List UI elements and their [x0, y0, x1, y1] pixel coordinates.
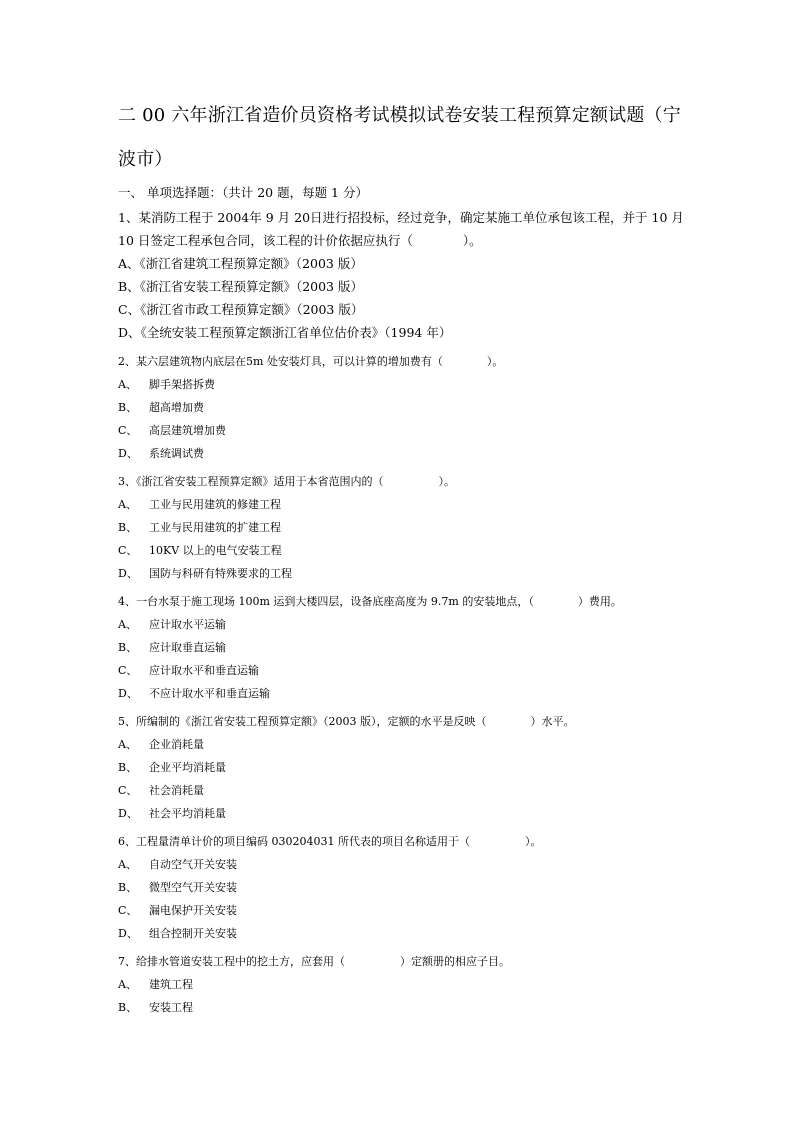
option-text: 组合控制开关安装	[149, 927, 237, 940]
option-label: A、	[118, 498, 137, 511]
question-6-option-c	[118, 902, 237, 918]
question-6-option-a	[118, 856, 237, 872]
question-5-stem: 5、所编制的《浙江省安装工程预算定额》（2003 版），定额的水平是反映（ ）水平。	[118, 715, 575, 728]
option-label: C、	[118, 302, 141, 317]
question-3-option-d	[118, 565, 292, 581]
option-text: 微型空气开关安装	[149, 881, 237, 894]
option-text: 《浙江省安装工程预算定额》（2003 版）	[139, 279, 363, 294]
question-5-option-b	[118, 759, 226, 775]
question-4-option-a	[118, 616, 226, 632]
option-label: B、	[118, 279, 140, 294]
option-label: C、	[118, 784, 138, 797]
document-title: 二 00 六年浙江省造价员资格考试模拟试卷安装工程预算定额试题（宁波市）	[118, 105, 681, 170]
question-1-option-c	[118, 300, 363, 318]
question-1-stem: 1、某消防工程于 2004年 9 月 20日进行招投标，经过竞争，确定某施工单位承包该工程，并于 10 月10 日签定工程承包合同，该工程的计价依据应执行（ ）。	[118, 210, 684, 248]
question-4-option-d	[118, 685, 270, 701]
option-text: 系统调试费	[149, 447, 204, 460]
option-label: A、	[118, 978, 137, 991]
option-label: C、	[118, 904, 138, 917]
option-label: A、	[118, 256, 140, 271]
question-4-stem: 4、一台水泵于施工现场 100m 运到大楼四层，设备底座高度为 9.7m 的安装地点，（ ）费用。	[118, 595, 622, 608]
question-2-option-a	[118, 376, 215, 392]
question-1-option-a	[118, 254, 363, 272]
option-label: D、	[118, 447, 138, 460]
option-text: 工业与民用建筑的扩建工程	[149, 521, 281, 534]
option-label: C、	[118, 544, 138, 557]
option-label: C、	[118, 424, 138, 437]
option-label: C、	[118, 664, 138, 677]
option-label: B、	[118, 1001, 138, 1014]
option-label: A、	[118, 858, 137, 871]
question-7-option-b	[118, 999, 193, 1015]
section-heading: 一、 单项选择题：（共计 20 题，每题 1 分）	[118, 185, 368, 200]
question-2-option-c	[118, 422, 226, 438]
option-text: 工业与民用建筑的修建工程	[149, 498, 281, 511]
option-label: D、	[118, 807, 138, 820]
question-7-option-a	[118, 976, 193, 992]
option-text: 高层建筑增加费	[149, 424, 226, 437]
option-label: A、	[118, 738, 137, 751]
question-5-option-d	[118, 805, 226, 821]
question-3-option-b	[118, 519, 281, 535]
option-text: 10KV 以上的电气安装工程	[149, 544, 282, 557]
option-label: D、	[118, 325, 141, 340]
option-label: B、	[118, 641, 138, 654]
question-3-stem: 3、《浙江省安装工程预算定额》适用于本省范围内的（ ）。	[118, 475, 455, 488]
option-label: A、	[118, 378, 137, 391]
option-text: 企业消耗量	[149, 738, 204, 751]
question-7-stem: 7、给排水管道安装工程中的挖土方，应套用（ ）定额册的相应子目。	[118, 955, 510, 968]
question-6-option-d	[118, 925, 237, 941]
option-text: 应计取水平和垂直运输	[149, 664, 259, 677]
option-label: B、	[118, 401, 138, 414]
option-text: 建筑工程	[149, 978, 193, 991]
question-6-stem: 6、工程量清单计价的项目编码 030204031 所代表的项目名称适用于（ ）。	[118, 835, 542, 848]
option-text: 不应计取水平和垂直运输	[149, 687, 270, 700]
option-text: 社会平均消耗量	[149, 807, 226, 820]
option-text: 超高增加费	[149, 401, 204, 414]
question-3-option-a	[118, 496, 281, 512]
option-text: 《浙江省建筑工程预算定额》（2003 版）	[139, 256, 363, 271]
option-text: 《浙江省市政工程预算定额》（2003 版）	[140, 302, 364, 317]
question-5-option-c	[118, 782, 204, 798]
option-text: 企业平均消耗量	[149, 761, 226, 774]
option-label: A、	[118, 618, 137, 631]
option-text: 漏电保护开关安装	[149, 904, 237, 917]
option-text: 自动空气开关安装	[149, 858, 237, 871]
question-1-option-d	[118, 323, 451, 341]
option-text: 脚手架搭拆费	[149, 378, 215, 391]
question-4-option-b	[118, 639, 226, 655]
option-label: B、	[118, 521, 138, 534]
option-text: 国防与科研有特殊要求的工程	[149, 567, 292, 580]
question-5-option-a	[118, 736, 204, 752]
option-label: D、	[118, 927, 138, 940]
question-3-option-c	[118, 542, 282, 558]
question-6-option-b	[118, 879, 237, 895]
option-label: D、	[118, 687, 138, 700]
option-label: D、	[118, 567, 138, 580]
option-text: 安装工程	[149, 1001, 193, 1014]
option-label: B、	[118, 881, 138, 894]
option-text: 《全统安装工程预算定额浙江省单位估价表》（1994 年）	[140, 325, 452, 340]
question-1-option-b	[118, 277, 363, 295]
question-2-option-d	[118, 445, 204, 461]
question-2-option-b	[118, 399, 204, 415]
question-2-stem: 2、某六层建筑物内底层在5m 处安装灯具，可以计算的增加费有（ ）。	[118, 355, 504, 368]
option-label: B、	[118, 761, 138, 774]
question-4-option-c	[118, 662, 259, 678]
option-text: 社会消耗量	[149, 784, 204, 797]
option-text: 应计取垂直运输	[149, 641, 226, 654]
option-text: 应计取水平运输	[149, 618, 226, 631]
